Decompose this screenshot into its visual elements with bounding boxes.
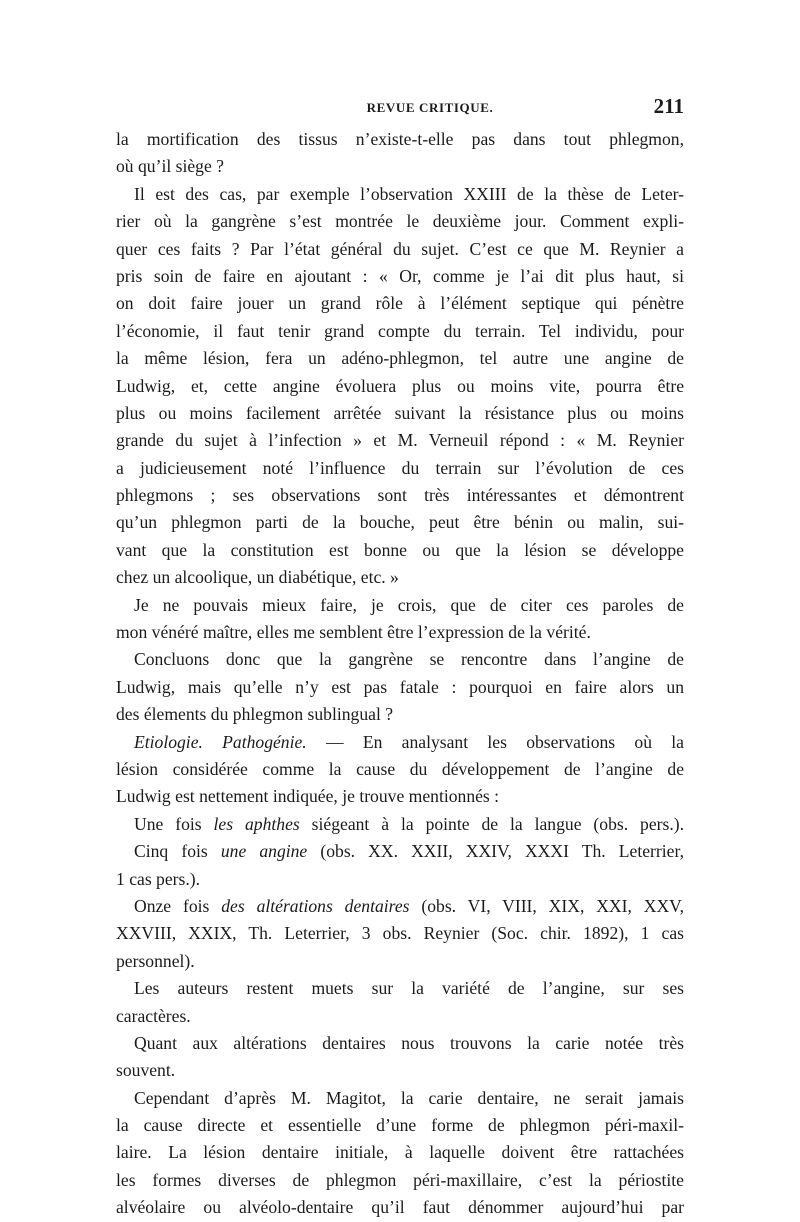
text-line: Il est des cas, par exemple l’observation XXIII de la thèse de Leter- xyxy=(134,183,684,204)
text-line: a judicieusement noté l’influence du terrain sur l’évolution de ces xyxy=(116,457,684,478)
text-line: la même lésion, fera un adéno-phlegmon, tel autre une angine de xyxy=(116,348,684,369)
text-line: phlegmons ; ses observations sont très intéressantes et démontrent xyxy=(116,485,684,506)
text-line: personnel). xyxy=(116,950,195,971)
text-line: laire. La lésion dentaire initiale, à laquelle doivent être rattachées xyxy=(116,1142,684,1163)
text-line: Une fois les aphthes siégeant à la pointe de la langue (obs. pers.). xyxy=(134,813,685,834)
text-line: caractères. xyxy=(116,1005,191,1026)
text-line: Cinq fois une angine (obs. XX. XXII, XXIV, XXXI Th. Leterrier, xyxy=(134,841,685,862)
text-line: grande du sujet à l’infection » et M. Verneuil répond : « M. Reynier xyxy=(116,430,684,451)
text-line: Concluons donc que la gangrène se rencontre dans l’angine de xyxy=(134,649,684,670)
text-line: Quant aux altérations dentaires nous trouvons la carie notée très xyxy=(134,1032,684,1053)
text-line: pris soin de faire en ajoutant : « Or, comme je l’ai dit plus haut, si xyxy=(116,265,684,286)
text-line: on doit faire jouer un grand rôle à l’élément septique qui pénètre xyxy=(116,293,684,314)
text-line: alvéolaire ou alvéolo-dentaire qu’il faut dénommer aujourd’hui par xyxy=(116,1197,684,1218)
text-line: quer ces faits ? Par l’état général du sujet. C’est ce que M. Reynier a xyxy=(116,238,684,259)
text-line: Ludwig, mais qu’elle n’y est pas fatale : pourquoi en faire alors un xyxy=(116,676,684,697)
text-line: Onze fois des altérations dentaires (obs. VI, VIII, XIX, XXI, XXV, xyxy=(134,895,684,916)
text-line: Les auteurs restent muets sur la variété de l’angine, sur ses xyxy=(134,978,684,999)
text-line: Etiologie. Pathogénie. — En analysant les observations où la xyxy=(134,731,684,752)
page-number: 211 xyxy=(653,94,684,118)
text-line: Cependant d’après M. Magitot, la carie dentaire, ne serait jamais xyxy=(134,1087,684,1108)
text-line: qu’un phlegmon parti de la bouche, peut être bénin ou malin, sui- xyxy=(116,512,684,533)
page-header xyxy=(116,94,684,124)
text-line: la mortification des tissus n’existe-t-elle pas dans tout phlegmon, xyxy=(116,129,684,149)
text-line: vant que la constitution est bonne ou que la lésion se développe xyxy=(116,539,684,560)
text-line: les formes diverses de phlegmon péri-maxillaire, c’est la périostite xyxy=(116,1169,684,1190)
running-title: REVUE CRITIQUE. xyxy=(366,100,494,115)
text-line: mon vénéré maître, elles me semblent être l’expression de la vérité. xyxy=(116,622,591,643)
text-line: souvent. xyxy=(116,1060,176,1081)
text-line: où qu’il siège ? xyxy=(116,156,224,177)
text-line: XXVIII, XXIX, Th. Leterrier, 3 obs. Reynier (Soc. chir. 1892), 1 cas xyxy=(116,923,684,944)
text-line: chez un alcoolique, un diabétique, etc. » xyxy=(116,567,399,588)
text-line: l’économie, il faut tenir grand compte du terrain. Tel individu, pour xyxy=(116,320,684,341)
text-line: la cause directe et essentielle d’une forme de phlegmon péri-maxil- xyxy=(116,1115,684,1136)
text-line: Ludwig, et, cette angine évoluera plus ou moins vite, pourra être xyxy=(116,375,684,396)
body-text xyxy=(116,126,684,1222)
text-line: 1 cas pers.). xyxy=(116,868,201,889)
text-line: plus ou moins facilement arrêtée suivant la résistance plus ou moins xyxy=(116,402,684,423)
text-line: Ludwig est nettement indiquée, je trouve mentionnés : xyxy=(116,786,500,807)
text-line: des élements du phlegmon sublingual ? xyxy=(116,704,394,725)
text-line: rier où la gangrène s’est montrée le deuxième jour. Comment expli- xyxy=(116,211,684,232)
text-line: lésion considérée comme la cause du développement de l’angine de xyxy=(116,758,684,779)
text-line: Je ne pouvais mieux faire, je crois, que de citer ces paroles de xyxy=(134,594,684,615)
